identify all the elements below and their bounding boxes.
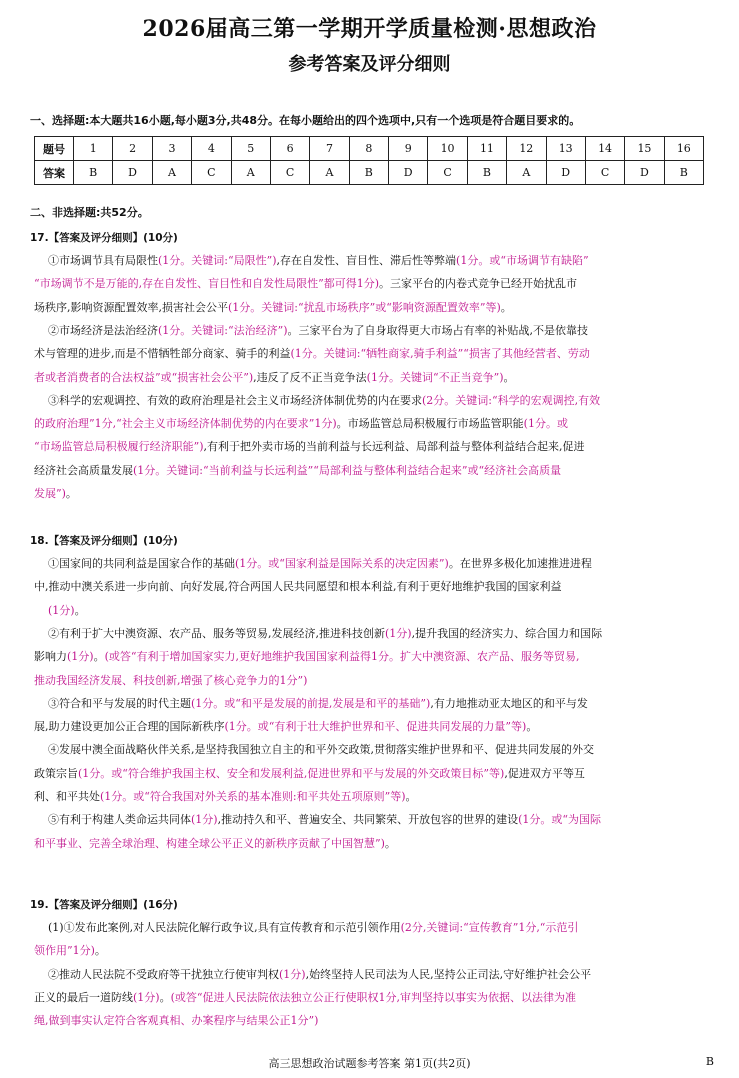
question-number-cell: 16 <box>664 137 703 161</box>
answer-line <box>48 249 589 272</box>
answer-text: 。 <box>500 300 512 314</box>
answer-line <box>34 785 417 808</box>
page-title: 2026届高三第一学期开学质量检测·思想政治 <box>142 16 597 42</box>
answer-text: ,存在自发性、盲目性、滞后性等弊端 <box>276 254 457 267</box>
answer-line <box>34 342 590 365</box>
answer-line <box>48 808 601 831</box>
answer-cell: B <box>664 161 703 185</box>
scoring-note: (1分。关键词:“扰乱市场秩序”或“影响资源配置效率”等) <box>228 300 501 314</box>
question-number-cell: 15 <box>625 137 664 161</box>
scoring-note: (1分。或 <box>523 417 568 431</box>
answer-line <box>48 552 592 575</box>
version-mark: B <box>705 1055 714 1068</box>
scoring-note: (1分。关键词:“局限性”) <box>158 254 277 267</box>
answer-text: ,提升我国的经济实力、综合国力和国际 <box>411 626 603 640</box>
answer-cell: C <box>270 161 309 185</box>
answer-text: 场秩序,影响资源配置效率,损害社会公平 <box>34 300 228 314</box>
scoring-note: (1分) <box>191 813 218 827</box>
answer-text: 展,助力建设更加公正合理的国际新秩序 <box>34 720 225 734</box>
answer-line <box>48 692 588 715</box>
q18-header: 18.【答案及评分细则】(10分) <box>30 535 178 547</box>
question-number-cell: 9 <box>389 137 428 161</box>
q17-header: 17.【答案及评分细则】(10分) <box>30 232 178 244</box>
answer-text: ②推动人民法院不受政府等干扰独立行使审判权 <box>48 967 279 981</box>
question-number-cell: 5 <box>231 137 270 161</box>
scoring-note: (1分。或“有利于壮大维护世界和平、促进共同发展的力量”等) <box>224 720 527 734</box>
page-subtitle: 参考答案及评分细则 <box>288 54 451 75</box>
answer-text: ②有利于扩大中澳资源、农产品、服务等贸易,发展经济,推进科技创新 <box>48 626 385 640</box>
scoring-note: (1分。或“符合维护我国主权、安全和发展利益,促进世界和平与发展的外交政策目标”等) <box>78 766 505 780</box>
scoring-note: 推动我国经济发展、科技创新,增强了核心竞争力的1分”) <box>34 673 308 687</box>
answer-line <box>34 1009 318 1032</box>
scoring-note: (1分。或“和平是发展的前提,发展是和平的基础”) <box>191 696 431 710</box>
scoring-note: 领作用”1分) <box>34 944 95 958</box>
answer-text: ③符合和平与发展的时代主题 <box>48 696 191 710</box>
scoring-note: (1分。关键词“不正当竞争”) <box>366 370 504 384</box>
answer-text: ,推动持久和平、普遍安全、共同繁荣、开放包容的世界的建设 <box>217 813 519 827</box>
answer-text: 经济社会高质量发展 <box>34 463 133 477</box>
question-number-cell: 13 <box>546 137 585 161</box>
scoring-note: (1分。或“国家利益是国际关系的决定因素”) <box>235 557 449 570</box>
question-number-cell: 6 <box>270 137 309 161</box>
answer-cell: A <box>507 161 546 185</box>
scoring-note: (1分) <box>385 626 412 640</box>
answer-line <box>48 916 578 939</box>
answer-text: 。 <box>503 370 515 384</box>
scoring-note: (2分,关键词:“宣传教育”1分,“示范引 <box>400 921 579 934</box>
answer-text: ,有利于把外卖市场的当前利益与长远利益、局部利益与整体利益结合起来,促进 <box>203 440 585 454</box>
scoring-note: (1分。或“为国际 <box>518 813 602 827</box>
answer-line <box>34 412 568 435</box>
question-number-cell: 11 <box>467 137 506 161</box>
answer-cell: A <box>152 161 191 185</box>
scoring-note: (或答“促进人民法院依法独立公正行使职权1分,审判坚持以事实为依据、以法律为准 <box>170 990 577 1004</box>
answer-cell: C <box>192 161 231 185</box>
answer-text: 中,推动中澳关系进一步向前、向好发展,符合两国人民共同愿望和根本利益,有利于更好地维护我国的国家利益 <box>34 580 562 594</box>
answer-cell: A <box>310 161 349 185</box>
answer-table <box>34 136 704 185</box>
scoring-note: 的政府治理”1分,“社会主义市场经济体制优势的内在要求”1分) <box>34 417 337 431</box>
answer-text: ,始终坚持人民司法为人民,坚持公正司法,守好维护社会公平 <box>305 967 592 981</box>
answer-cell: D <box>625 161 664 185</box>
scoring-note: “市场监管总局积极履行经济职能”) <box>34 440 204 454</box>
answer-line <box>34 986 576 1009</box>
row-label-number: 题号 <box>35 137 74 161</box>
scoring-note: 和平事业、完善全球治理、构建全球公平正义的新秩序贡献了中国智慧”) <box>34 836 385 850</box>
answer-cell: B <box>74 161 113 185</box>
scoring-note: (1分) <box>133 990 160 1004</box>
answer-line <box>48 738 594 761</box>
answer-text: 。在世界多极化加速推进进程 <box>448 557 592 570</box>
scoring-note: (2分。关键词:“科学的宏观调控,有效 <box>422 393 601 407</box>
question-number-cell: 3 <box>152 137 191 161</box>
question-number-cell: 1 <box>74 137 113 161</box>
answer-text: ,有力地推动亚太地区的和平与发 <box>430 696 588 710</box>
question-number-cell: 8 <box>349 137 388 161</box>
scoring-note: (1分) <box>67 650 94 664</box>
answer-text: 。 <box>65 487 77 500</box>
answer-text: 政策宗旨 <box>34 766 78 780</box>
answer-line <box>34 366 515 389</box>
answer-text: ,违反了反不正当竞争法 <box>253 370 367 384</box>
scoring-note: 者或者消费者的合法权益”或“损害社会公平”) <box>34 370 254 384</box>
question-number-cell: 2 <box>113 137 152 161</box>
scoring-note: 发展”) <box>34 487 66 500</box>
scoring-note: (1分) <box>48 603 75 617</box>
row-label-answer: 答案 <box>35 161 74 185</box>
answer-text: ⑤有利于构建人类命运共同体 <box>48 813 191 827</box>
answer-line <box>34 272 577 295</box>
answer-line <box>34 939 106 962</box>
answer-cell: D <box>546 161 585 185</box>
scoring-note: (1分) <box>279 967 306 981</box>
section-1-heading: 一、选择题:本大题共16小题,每小题3分,共48分。在每小题给出的四个选项中,只有一个选项是符合题目要求的。 <box>30 114 581 127</box>
answer-line <box>48 389 600 412</box>
section-2-heading: 二、非选择题:共52分。 <box>30 206 149 219</box>
answer-text: 。市场监管总局积极履行市场监管职能 <box>336 417 524 431</box>
question-number-cell: 10 <box>428 137 467 161</box>
answer-text: 。三家平台为了自身取得更大市场占有率的补贴战,不是依靠技 <box>287 323 589 337</box>
answer-line <box>34 832 396 855</box>
answer-text: 。 <box>93 650 105 664</box>
answer-text: ,促进双方平等互 <box>504 766 585 780</box>
answer-text: 。 <box>74 603 86 617</box>
answer-line <box>34 669 307 692</box>
answer-cell: D <box>113 161 152 185</box>
answer-text: 正义的最后一道防线 <box>34 990 133 1004</box>
scoring-note: (1分。关键词:“当前利益与长远利益”“局部利益与整体利益结合起来”或“经济社会高质量 <box>133 463 562 477</box>
answer-text: 利、和平共处 <box>34 790 100 803</box>
answer-text: 。 <box>384 836 396 850</box>
answer-text: 。 <box>526 720 538 734</box>
answer-text: ④发展中澳全面战略伙伴关系,是坚持我国独立自主的和平外交政策,贯彻落实维护世界和平、促进共同发展的外交 <box>48 743 594 757</box>
answer-text: ③科学的宏观调控、有效的政府治理是社会主义市场经济体制优势的内在要求 <box>48 393 422 407</box>
answer-text: ②市场经济是法治经济 <box>48 323 158 337</box>
scoring-note: 绳,做到事实认定符合客观真相、办案程序与结果公正1分”) <box>34 1014 319 1028</box>
question-number-cell: 7 <box>310 137 349 161</box>
answer-cell: B <box>467 161 506 185</box>
question-number-cell: 14 <box>585 137 624 161</box>
answer-line <box>48 963 591 986</box>
scoring-note: “市场调节不是万能的,存在自发性、盲目性和自发性局限性”都可得1分) <box>34 277 380 291</box>
answer-line <box>48 319 588 342</box>
q19-header: 19.【答案及评分细则】(16分) <box>30 899 178 911</box>
answer-cell: C <box>585 161 624 185</box>
answer-cell: C <box>428 161 467 185</box>
answer-text: 。三家平台的内卷式竞争已经开始扰乱市 <box>379 277 578 291</box>
answer-line <box>34 296 512 319</box>
answer-text: 。 <box>159 990 171 1004</box>
answer-text: ①国家间的共同利益是国家合作的基础 <box>48 557 235 570</box>
answer-text: (1)①发布此案例,对人民法院化解行政争议,具有宣传教育和示范引领作用 <box>48 921 401 934</box>
page-footer: 高三思想政治试题参考答案 第1页(共2页) <box>268 1057 471 1070</box>
answer-text: 。 <box>94 944 106 958</box>
answer-line <box>34 645 580 668</box>
answer-text: 影响力 <box>34 650 67 664</box>
answer-line <box>34 459 561 482</box>
question-number-cell: 12 <box>507 137 546 161</box>
scoring-note: (1分。关键词:“牺牲商家,骑手利益”“损害了其他经营者、劳动 <box>290 347 590 361</box>
answer-text: ①市场调节具有局限性 <box>48 254 158 267</box>
answer-text: 。 <box>405 790 417 803</box>
answer-table-number-row <box>35 137 704 161</box>
answer-line <box>34 762 585 785</box>
answer-line <box>34 435 585 458</box>
answer-cell: B <box>349 161 388 185</box>
answer-text: 术与管理的进步,而是不惜牺牲部分商家、骑手的利益 <box>34 347 291 361</box>
answer-line <box>34 715 537 738</box>
scoring-note: (1分。或“符合我国对外关系的基本准则:和平共处五项原则”等) <box>100 790 406 803</box>
answer-line <box>34 575 562 598</box>
answer-cell: A <box>231 161 270 185</box>
question-number-cell: 4 <box>192 137 231 161</box>
scoring-note: (1分。或“市场调节有缺陷” <box>456 254 589 267</box>
scoring-note: (或答“有利于增加国家实力,更好地维护我国国家利益得1分。扩大中澳资源、农产品、服务等贸易, <box>104 650 580 664</box>
answer-line <box>48 599 86 622</box>
answer-cell: D <box>389 161 428 185</box>
answer-line <box>34 482 77 505</box>
answer-line <box>48 622 602 645</box>
scoring-note: (1分。关键词:“法治经济”) <box>158 323 288 337</box>
answer-table-answer-row <box>35 161 704 185</box>
